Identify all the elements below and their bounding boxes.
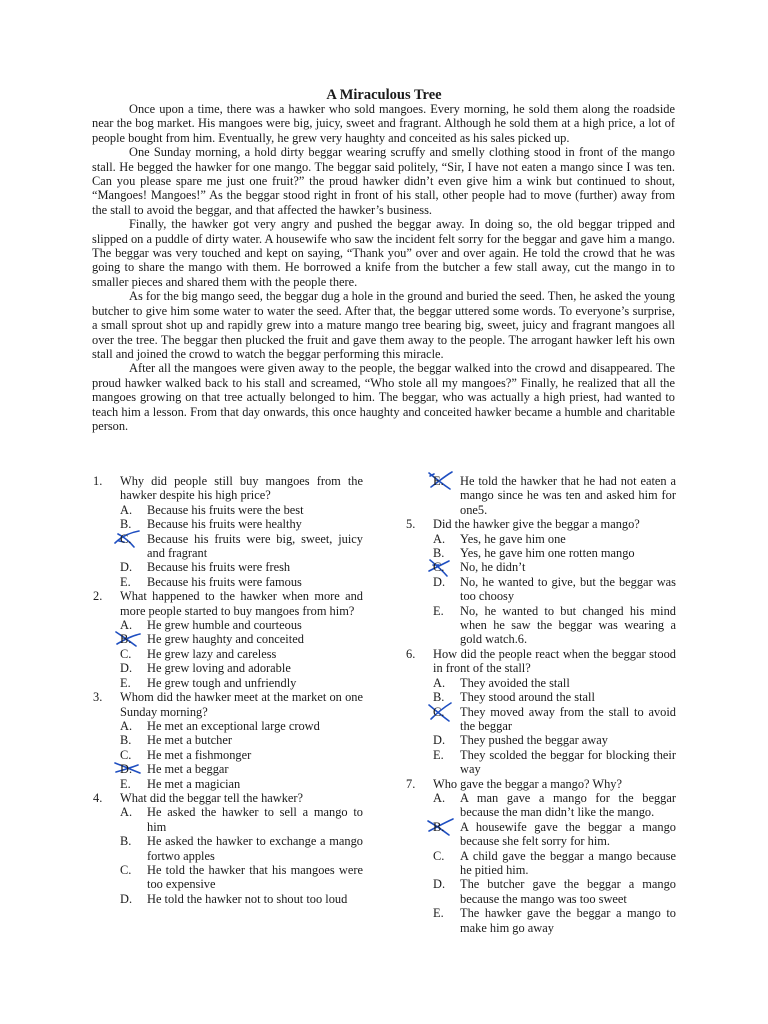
question-4 <box>93 791 363 906</box>
option-text: Because his fruits were the best <box>147 502 304 517</box>
question-1 <box>93 474 363 589</box>
option-letter: A. <box>120 718 133 733</box>
option-text: He met a beggar <box>147 762 229 777</box>
option-e <box>433 474 676 517</box>
story-paragraph: One Sunday morning, a hold dirty beggar wearing scruffy and smelly clothing stood in front of the mango stall. He begged the hawker for one mango. The beggar said politely, “Sir, I have not eaten a mango since I was ten. Can you please spare me just one fruit?” the proud hawker didn’t even give him a wink but continued to shout, “Mangoes! Mangoes!” As the beggar stood right in front of his stall, other people had to move (further) away from the stall to avoid the beggar, and that affected the hawker’s business. <box>92 145 675 217</box>
option-c <box>120 748 363 762</box>
question-number: 4. <box>93 790 103 805</box>
option-letter: E. <box>120 574 131 589</box>
option-text: He met a butcher <box>147 733 232 748</box>
question-6 <box>406 647 676 777</box>
option-letter: C. <box>120 646 132 661</box>
option-text: He met an exceptional large crowd <box>147 718 320 733</box>
story-title: A Miraculous Tree <box>326 87 442 103</box>
option-letter: D. <box>120 661 133 676</box>
option-a <box>120 719 363 733</box>
option-c <box>433 560 676 574</box>
option-d <box>120 762 363 776</box>
option-letter: C. <box>120 531 132 546</box>
option-text: He grew lazy and careless <box>147 646 277 661</box>
option-letter: A. <box>433 531 446 546</box>
option-text: They pushed the beggar away <box>460 733 608 748</box>
option-letter: E. <box>120 776 131 791</box>
option-text: He asked the hawker to sell a mango to him <box>147 805 363 834</box>
option-text: He grew humble and courteous <box>147 618 302 633</box>
question-number: 3. <box>93 690 103 705</box>
option-b <box>433 820 676 849</box>
option-text: They avoided the stall <box>460 675 570 690</box>
question-7 <box>406 777 676 935</box>
option-e <box>120 777 363 791</box>
option-letter: A. <box>120 502 133 517</box>
option-letter: A. <box>120 805 133 820</box>
option-text: Yes, he gave him one <box>460 531 566 546</box>
option-c <box>120 863 363 892</box>
option-b <box>120 834 363 863</box>
question-text: Whom did the hawker meet at the market on one Sunday morning? <box>120 690 363 719</box>
option-letter: D. <box>120 762 133 777</box>
option-letter: E. <box>433 906 444 921</box>
option-text: They stood around the stall <box>460 690 595 705</box>
option-letter: B. <box>120 517 132 532</box>
option-text: He met a fishmonger <box>147 747 252 762</box>
option-a <box>120 503 363 517</box>
option-text: A child gave the beggar a mango because he pitied him. <box>460 848 676 877</box>
option-letter: B. <box>120 834 132 849</box>
story-paragraph: After all the mangoes were given away to the people, the beggar walked into the crowd and disappeared. The proud hawker walked back to his stall and screamed, “Who stole all my mangoes?” Finally, he realized that all the mangoes growing on that tree actually belonged to him. The beggar, who was actually a high priest, had wanted to teach him a lesson. From that day onwards, this once haughty and conceited hawker became a humble and charitable person. <box>92 361 675 433</box>
option-letter: B. <box>433 546 445 561</box>
option-text: The butcher gave the beggar a mango because the mango was too sweet <box>460 877 676 906</box>
option-b <box>433 546 676 560</box>
option-letter: E. <box>433 474 444 488</box>
question-5 <box>406 517 676 647</box>
option-e <box>120 575 363 589</box>
question-4-continued <box>406 474 676 517</box>
question-text: Did the hawker give the beggar a mango? <box>433 517 640 532</box>
question-text: Who gave the beggar a mango? Why? <box>433 776 622 791</box>
option-letter: E. <box>433 747 444 762</box>
option-letter: D. <box>433 733 446 748</box>
option-letter: B. <box>120 733 132 748</box>
option-letter: D. <box>120 560 133 575</box>
option-e <box>120 676 363 690</box>
question-number: 5. <box>406 517 416 532</box>
option-letter: B. <box>433 819 445 834</box>
option-a <box>120 805 363 834</box>
option-text: He grew haughty and conceited <box>147 632 304 647</box>
question-number: 1. <box>93 474 103 488</box>
option-text: He grew loving and adorable <box>147 661 291 676</box>
option-letter: C. <box>120 747 132 762</box>
option-a <box>433 676 676 690</box>
option-text: No, he wanted to but changed his mind when he saw the beggar was wearing a gold watch.6. <box>460 603 676 647</box>
option-c <box>120 532 363 561</box>
option-letter: D. <box>433 574 446 589</box>
question-number: 7. <box>406 776 416 791</box>
option-d <box>433 877 676 906</box>
question-text: What did the beggar tell the hawker? <box>120 790 304 805</box>
option-e <box>433 906 676 935</box>
option-letter: A. <box>433 675 446 690</box>
option-text: A housewife gave the beggar a mango because she felt sorry for him. <box>460 819 676 849</box>
option-letter: C. <box>433 560 445 575</box>
option-d <box>120 661 363 675</box>
option-text: He told the hawker that his mangoes were too expensive <box>147 862 363 892</box>
option-text: The hawker gave the beggar a mango to make him go away <box>460 906 676 935</box>
option-text: He told the hawker that he had not eaten a mango since he was ten and asked him for one5. <box>460 474 676 517</box>
option-text: They scolded the beggar for blocking their way <box>460 747 676 777</box>
questions-right-column <box>406 474 676 935</box>
question-3 <box>93 690 363 791</box>
option-e <box>433 748 676 777</box>
option-letter: C. <box>433 848 445 863</box>
option-text: He asked the hawker to exchange a mango fortwo apples <box>147 834 363 863</box>
option-text: Because his fruits were fresh <box>147 560 291 575</box>
option-letter: D. <box>433 877 446 892</box>
option-e <box>433 604 676 647</box>
option-b <box>120 517 363 531</box>
option-text: A man gave a mango for the beggar because the man didn’t like the mango. <box>460 790 676 820</box>
option-c <box>433 849 676 878</box>
option-text: They moved away from the stall to avoid the beggar <box>460 704 676 733</box>
option-c <box>433 705 676 734</box>
option-letter: D. <box>120 891 133 906</box>
story-body <box>92 102 675 433</box>
option-d <box>433 575 676 604</box>
question-text: Why did people still buy mangoes from the hawker despite his high price? <box>120 474 363 503</box>
option-text: No, he wanted to give, but the beggar was too choosy <box>460 574 676 604</box>
option-text: Because his fruits were famous <box>147 574 302 589</box>
option-letter: E. <box>433 603 444 618</box>
option-d <box>433 733 676 747</box>
option-letter: E. <box>120 675 131 690</box>
option-letter: B. <box>120 632 132 647</box>
option-c <box>120 647 363 661</box>
option-letter: A. <box>433 790 446 805</box>
option-text: He met a magician <box>147 776 241 791</box>
option-letter: C. <box>433 704 445 719</box>
option-letter: B. <box>433 690 445 705</box>
option-b <box>433 690 676 704</box>
story-paragraph: As for the big mango seed, the beggar dug a hole in the ground and buried the seed. Then, he asked the young butcher to give him some water to water the seed. After that, the beggar uttered some words. To everyone’s surprise, a small sprout shot up and rapidly grew into a mature mango tree bearing big, sweet, juicy and fragrant mangoes all over the tree. The beggar then plucked the fruit and gave them away to the people. The arrogant hawker left his own stall and joined the crowd to watch the beggar performing this miracle. <box>92 289 675 361</box>
option-a <box>120 618 363 632</box>
option-text: He told the hawker not to shout too loud <box>147 891 348 906</box>
questions-left-column <box>93 474 363 906</box>
option-text: He grew tough and unfriendly <box>147 675 297 690</box>
question-text: What happened to the hawker when more and more people started to buy mangoes from him? <box>120 589 363 618</box>
question-number: 2. <box>93 589 103 604</box>
option-text: Yes, he gave him one rotten mango <box>460 546 635 561</box>
question-2 <box>93 589 363 690</box>
option-d <box>120 560 363 574</box>
question-number: 6. <box>406 646 416 661</box>
option-b <box>120 632 363 646</box>
option-text: Because his fruits were big, sweet, juicy and fragrant <box>147 531 363 561</box>
story-paragraph: Finally, the hawker got very angry and pushed the beggar away. In doing so, the old beggar tripped and slipped on a puddle of dirty water. A housewife who saw the incident felt sorry for the beggar and gave him a mango. The beggar was very touched and kept on saying, “Thank you” over and over again. He told the crowd that he was going to share the mango with them. He borrowed a knife from the butcher a few stall away, cut the mango in to smaller pieces and shared them with the people there. <box>92 217 675 289</box>
option-a <box>433 532 676 546</box>
question-text: How did the people react when the beggar stood in front of the stall? <box>433 646 676 676</box>
option-letter: C. <box>120 862 132 877</box>
option-b <box>120 733 363 747</box>
option-text: Because his fruits were healthy <box>147 517 302 532</box>
option-text: No, he didn’t <box>460 560 526 575</box>
story-paragraph: Once upon a time, there was a hawker who sold mangoes. Every morning, he sold them along the roadside near the bog market. His mangoes were big, juicy, sweet and fragrant. Although he sold them at a high price, a lot of people bought from him. Eventually, he grew very haughty and conceited as his sales picked up. <box>92 102 675 145</box>
option-d <box>120 892 363 906</box>
option-a <box>433 791 676 820</box>
option-letter: A. <box>120 618 133 633</box>
